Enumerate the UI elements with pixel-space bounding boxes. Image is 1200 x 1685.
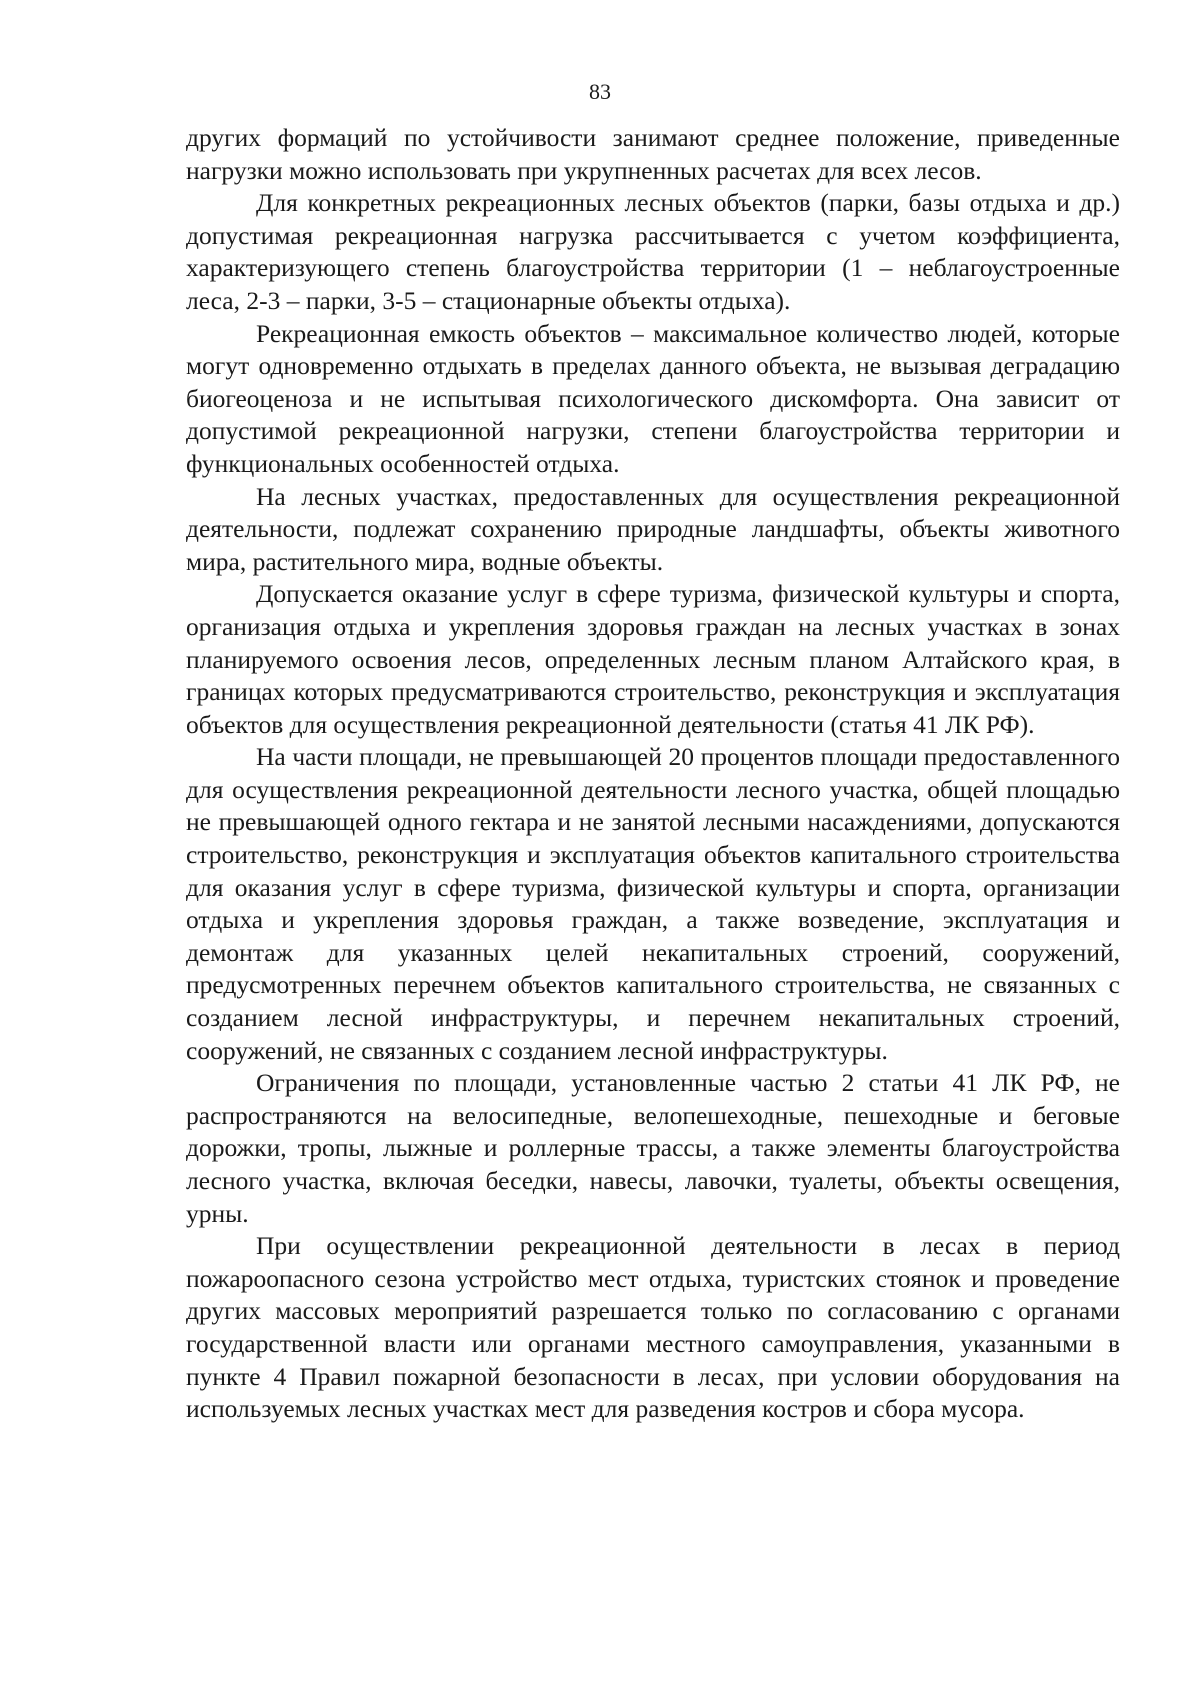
paragraph-fire-season: При осуществлении рекреационной деятельности в лесах в период пожароопасного сезона устройство мест отдыха, туристских стоянок и проведение других массовых мероприятий разрешается только по согласованию с органами государственной власти или органами местного самоуправления, указанными в пункте 4 Правил пожарной безопасности в лесах, при условии оборудования на используемых лесных участках мест для разведения костров и сбора мусора. [186,1231,1120,1424]
paragraph-permitted-services: Допускается оказание услуг в сфере туризма, физической культуры и спорта, организация отдыха и укрепления здоровья граждан на лесных участках в зонах планируемого освоения лесов, определенных лесным планом Алтайского края, в границах которых предусматриваются строительство, реконструкция и эксплуатация объектов для осуществления рекреационной деятельности (статья 41 ЛК РФ). [186,579,1120,739]
document-body [186,122,1120,1426]
paragraph-continuation: других формаций по устойчивости занимают среднее положение, приведенные нагрузки можно использовать при укрупненных расчетах для всех лесов. [186,123,1120,185]
paragraph-landscape-preservation: На лесных участках, предоставленных для осуществления рекреационной деятельности, подлежат сохранению природные ландшафты, объекты животного мира, растительного мира, водные объекты. [186,481,1120,576]
paragraph-area-restrictions: Ограничения по площади, установленные частью 2 статьи 41 ЛК РФ, не распространяются на велосипедные, велопешеходные, пешеходные и беговые дорожки, тропы, лыжные и роллерные трассы, а также элементы благоустройства лесного участка, включая беседки, навесы, лавочки, туалеты, объекты освещения, урны. [186,1068,1120,1228]
paragraph-recreational-load: Для конкретных рекреационных лесных объектов (парки, базы отдыха и др.) допустимая рекреационная нагрузка рассчитывается с учетом коэффициента, характеризующего степень благоустройства территории (1 – неблагоустроенные леса, 2-3 – парки, 3-5 – стационарные объекты отдыха). [186,188,1120,315]
paragraph-recreational-capacity: Рекреационная емкость объектов – максимальное количество людей, которые могут одновременно отдыхать в пределах данного объекта, не вызывая деградацию биогеоценоза и не испытывая психологического дискомфорта. Она зависит от допустимой рекреационной нагрузки, степени благоустройства территории и функциональных особенностей отдыха. [186,318,1120,478]
paragraph-construction-area: На части площади, не превышающей 20 процентов площади предоставленного для осуществления рекреационной деятельности лесного участка, общей площадью не превышающей одного гектара и не занятой лесными насаждениями, допускаются строительство, реконструкция и эксплуатация объектов капитального строительства для оказания услуг в сфере туризма, физической культуры и спорта, организации отдыха и укрепления здоровья граждан, а также возведение, эксплуатация и демонтаж для указанных целей некапитальных строений, сооружений, предусмотренных перечнем объектов капитального строительства, не связанных с созданием лесной инфраструктуры, и перечнем некапитальных строений, сооружений, не связанных с созданием лесной инфраструктуры. [186,742,1120,1065]
page-number: 83 [589,79,611,104]
